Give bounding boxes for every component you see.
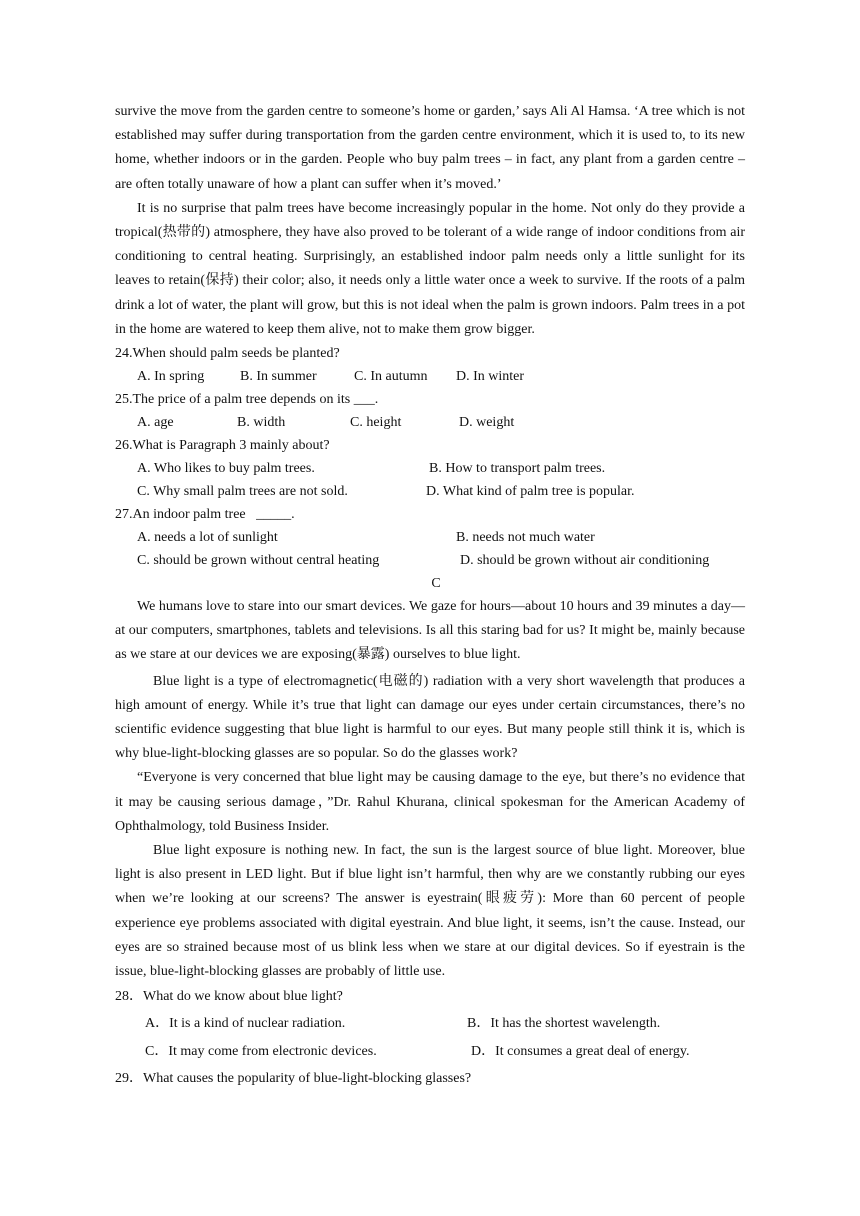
question-27-option-a[interactable]: A. needs a lot of sunlight bbox=[137, 530, 278, 546]
section-c-paragraph-3: “Everyone is very concerned that blue light may be causing damage to the eye, but there’s no evidence that it may be causing serious damage，”Dr. Rahul Khurana, clinical spokesman for the American Academy of Ophthalmology, told Business Insider. bbox=[115, 770, 745, 834]
question-28-options-row1 bbox=[115, 1010, 745, 1038]
question-28-option-c[interactable]: C．It may come from electronic devices. bbox=[145, 1044, 377, 1060]
question-25-option-b[interactable]: B. width bbox=[237, 415, 286, 431]
passage-b-paragraph-continued: survive the move from the garden centre to someone’s home or garden,’ says Ali Al Hamsa. ‘A tree which is not established may suffer during transportation from the garden centre environment, which it is used to, to its new home, whether indoors or in the garden. People who buy palm trees – in fact, any plant from a garden centre – are often totally unaware of how a plant can suffer when it’s moved.’ bbox=[115, 104, 745, 192]
question-27-option-c[interactable]: C. should be grown without central heating bbox=[137, 553, 380, 569]
question-25-options bbox=[115, 411, 745, 434]
question-25-option-a[interactable]: A. age bbox=[137, 415, 174, 431]
section-c-paragraph-2: Blue light is a type of electromagnetic(电磁的) radiation with a very short wavelength that produces a high amount of energy. While it’s true that light can damage our eyes under certain circumstances, there’s no scientific evidence suggesting that blue light is harmful to our eyes. But many people still think it is, which is why blue-light-blocking glasses are so popular. So do the glasses work? bbox=[115, 673, 745, 762]
question-27-options-row2 bbox=[115, 549, 745, 572]
section-c-paragraph-4: Blue light exposure is nothing new. In fact, the sun is the largest source of blue light. Moreover, blue light is also present in LED light. But if blue light isn’t harmful, then why are we constantly rubbing our eyes when we’re looking at our screens? The answer is eyestrain(眼疲劳): More than 60 percent of people experience eye problems associated with digital eyestrain. And blue light, it seems, isn’t the cause. Instead, our eyes are so strained because most of us blink less when we stare at our digital devices. So if eyestrain is the issue, blue-light-blocking glasses are probably of little use. bbox=[115, 843, 745, 980]
question-26-options-row2 bbox=[115, 480, 745, 503]
question-26-option-d[interactable]: D. What kind of palm tree is popular. bbox=[426, 484, 635, 500]
question-28-stem: 28．What do we know about blue light? bbox=[115, 989, 343, 1005]
question-26-option-c[interactable]: C. Why small palm trees are not sold. bbox=[137, 484, 348, 500]
question-28-options-row2 bbox=[115, 1038, 745, 1066]
question-27-options-row1 bbox=[115, 526, 745, 549]
question-24-stem: 24.When should palm seeds be planted? bbox=[115, 346, 340, 362]
question-24-option-c[interactable]: C. In autumn bbox=[354, 369, 428, 385]
question-25-option-d[interactable]: D. weight bbox=[459, 415, 515, 431]
question-24-option-b[interactable]: B. In summer bbox=[240, 369, 317, 385]
question-26-stem: 26.What is Paragraph 3 mainly about? bbox=[115, 438, 330, 454]
question-25-option-c[interactable]: C. height bbox=[350, 415, 402, 431]
passage-b-paragraph-3: It is no surprise that palm trees have become increasingly popular in the home. Not only do they provide a tropical(热带的) atmosphere, they have also proved to be tolerant of a wide range of indoor conditions from air conditioning to central heating. Surprisingly, an established indoor palm needs only a little sunlight for its leaves to retain(保持) their color; also, it needs only a little water once a week to survive. If the roots of a palm drink a lot of water, the plant will grow, but this is not ideal when the palm is grown indoors. Palm trees in a pot in the home are watered to keep them alive, not to make them grow bigger. bbox=[115, 200, 745, 337]
question-26-option-b[interactable]: B. How to transport palm trees. bbox=[429, 461, 606, 477]
question-26-options-row1 bbox=[115, 457, 745, 480]
question-24-option-a[interactable]: A. In spring bbox=[137, 369, 205, 385]
question-25-stem: 25.The price of a palm tree depends on its ___. bbox=[115, 392, 379, 408]
section-c-heading: C bbox=[431, 576, 441, 592]
question-28-option-d[interactable]: D．It consumes a great deal of energy. bbox=[471, 1044, 690, 1060]
section-c-paragraph-1: We humans love to stare into our smart devices. We gaze for hours—about 10 hours and 39 minutes a day—at our computers, smartphones, tablets and televisions. Is all this staring bad for us? It might be, mainly because as we stare at our devices we are exposing(暴露) ourselves to blue light. bbox=[115, 599, 745, 663]
question-27-stem: 27.An indoor palm tree _____. bbox=[115, 507, 295, 523]
question-28-option-b[interactable]: B．It has the shortest wavelength. bbox=[467, 1016, 661, 1032]
question-27-option-b[interactable]: B. needs not much water bbox=[456, 530, 595, 546]
document-page bbox=[115, 100, 745, 1092]
question-27-option-d[interactable]: D. should be grown without air conditioning bbox=[460, 553, 710, 569]
question-29-stem: 29．What causes the popularity of blue-light-blocking glasses? bbox=[115, 1071, 472, 1087]
question-24-options bbox=[115, 365, 745, 388]
question-28-option-a[interactable]: A．It is a kind of nuclear radiation. bbox=[145, 1016, 346, 1032]
question-26-option-a[interactable]: A. Who likes to buy palm trees. bbox=[137, 461, 315, 477]
question-24-option-d[interactable]: D. In winter bbox=[456, 369, 525, 385]
